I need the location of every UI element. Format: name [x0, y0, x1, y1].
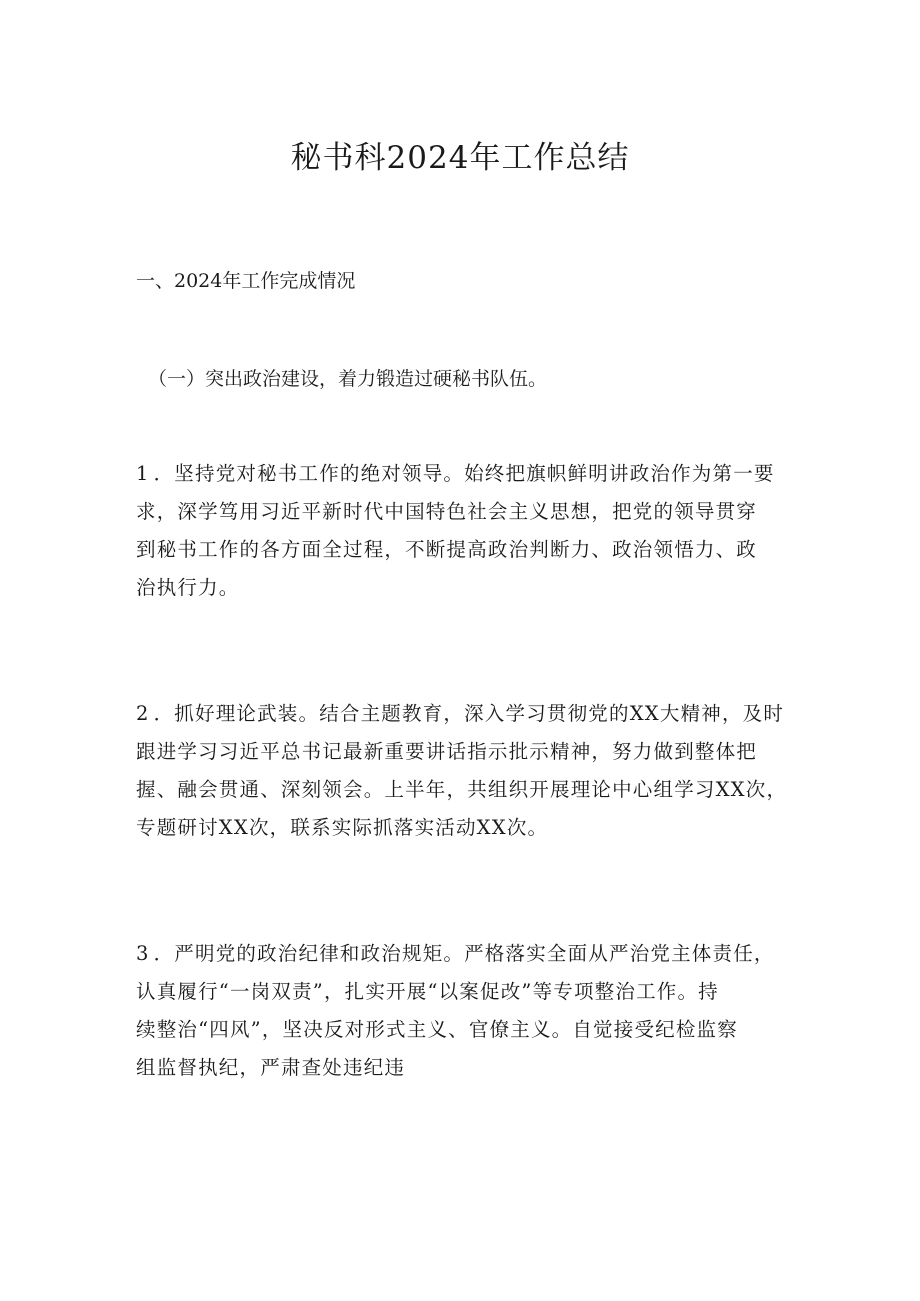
paragraph-line: 求，深学笃用习近平新时代中国特色社会主义思想，把党的领导贯穿 — [136, 500, 758, 523]
paragraph-line: 组监督执纪，严肃查处违纪违 — [136, 1056, 406, 1079]
paragraph-number: 2 — [136, 702, 150, 725]
paragraph-line: 治执行力。 — [136, 576, 240, 599]
paragraph-line — [136, 455, 796, 493]
paragraph-text: ．抓好理论武装。结合主题教育，深入学习贯彻党的XX大精神，及时 — [153, 702, 785, 725]
document-title: 秘书科2024年工作总结 — [290, 140, 630, 176]
paragraph-line: 认真履行“一岗双责”，扎实开展“以案促改”等专项整治工作。持 — [136, 980, 719, 1003]
paragraph-line — [136, 695, 796, 733]
paragraph-1 — [136, 455, 796, 607]
paragraph-3 — [136, 935, 796, 1087]
paragraph-text: ．坚持党对秘书工作的绝对领导。始终把旗帜鲜明讲政治作为第一要 — [153, 462, 775, 485]
subsection-heading-1: （一）突出政治建设，着力锻造过硬秘书队伍。 — [148, 368, 548, 390]
section-heading-1: 一、2024年工作完成情况 — [136, 270, 356, 292]
paragraph-number: 3 — [136, 942, 150, 965]
paragraph-text: ．严明党的政治纪律和政治规矩。严格落实全面从严治党主体责任， — [153, 942, 775, 965]
paragraph-number: 1 — [136, 462, 150, 485]
paragraph-line: 专题研讨XX次，联系实际抓落实活动XX次。 — [136, 816, 549, 839]
paragraph-line: 跟进学习习近平总书记最新重要讲话指示批示精神，努力做到整体把 — [136, 740, 758, 763]
paragraph-line: 握、融会贯通、深刻领会。上半年，共组织开展理论中心组学习XX次， — [136, 778, 788, 801]
paragraph-line — [136, 935, 796, 973]
paragraph-line: 到秘书工作的各方面全过程，不断提高政治判断力、政治领悟力、政 — [136, 538, 758, 561]
paragraph-line: 续整治“四风”，坚决反对形式主义、官僚主义。自觉接受纪检监察 — [136, 1018, 738, 1041]
paragraph-2 — [136, 695, 796, 847]
